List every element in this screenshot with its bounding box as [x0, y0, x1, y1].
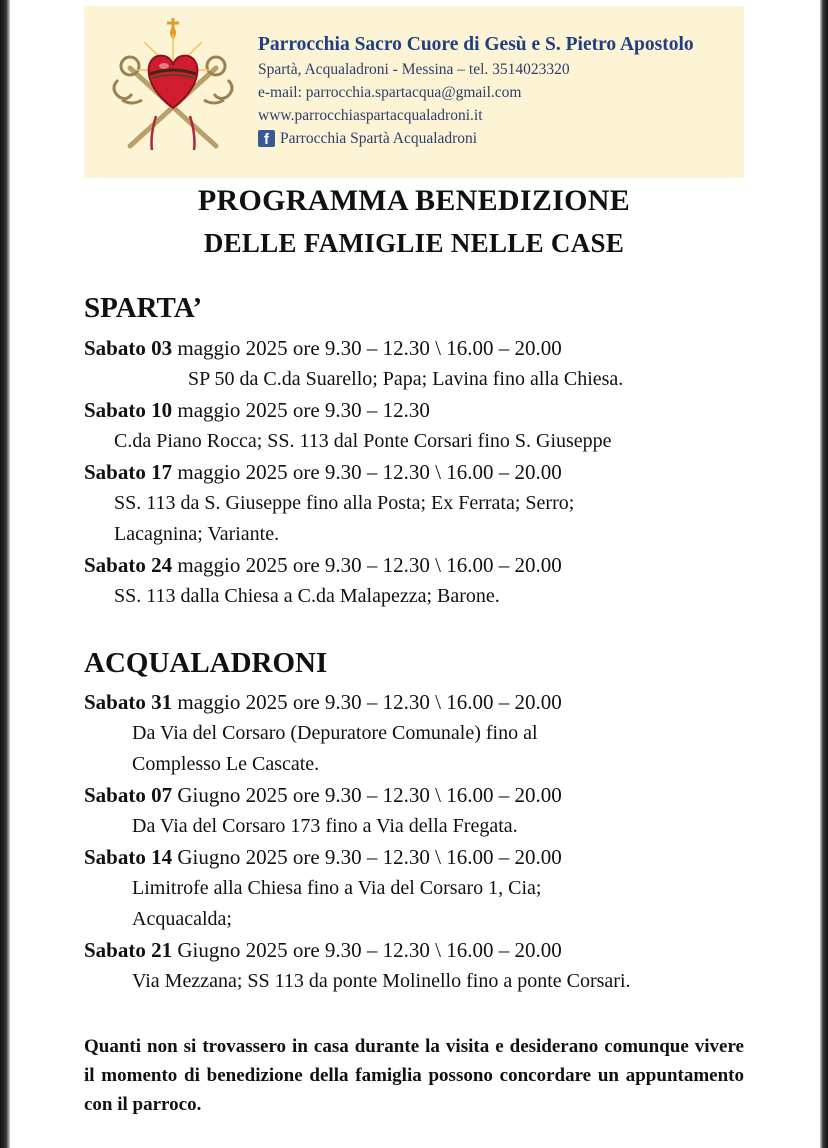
section-title-acqualadroni: ACQUALADRONI: [84, 647, 328, 679]
entry-day: Sabato 10: [84, 398, 173, 422]
parish-website: www.parrocchiaspartacqualadroni.it: [258, 107, 483, 124]
left-frame-edge: [0, 0, 10, 1148]
parish-facebook: Parrocchia Spartà Acqualadroni: [280, 130, 478, 147]
entry-time: Giugno 2025 ore 9.30 – 12.30 \ 16.00 – 20.00: [172, 783, 562, 807]
entry-area: Lacagnina; Variante.: [114, 523, 280, 545]
right-frame-edge: [820, 0, 828, 1148]
entry-time: maggio 2025 ore 9.30 – 12.30 \ 16.00 – 20.00: [172, 553, 562, 577]
schedule-entry-date: [84, 687, 804, 718]
entry-area: SS. 113 dalla Chiesa a C.da Malapezza; Barone.: [114, 585, 500, 607]
schedule-entry-date: [84, 333, 804, 364]
entry-day: Sabato 17: [84, 460, 173, 484]
entry-area: Limitrofe alla Chiesa fino a Via del Corsaro 1, Cia;: [132, 877, 542, 899]
entry-area: Da Via del Corsaro (Depuratore Comunale) fino al: [132, 722, 538, 744]
entry-area: Complesso Le Cascate.: [132, 753, 320, 775]
schedule-entry-date: [84, 935, 804, 966]
entry-area: SS. 113 da S. Giuseppe fino alla Posta; Ex Ferrata; Serro;: [114, 492, 575, 514]
entry-area: SP 50 da C.da Suarello; Papa; Lavina fino alla Chiesa.: [188, 368, 624, 390]
sacred-heart-papal-keys-emblem: [108, 16, 238, 156]
entry-day: Sabato 31: [84, 690, 173, 714]
entry-day: Sabato 24: [84, 553, 173, 577]
parish-contact-block: [258, 32, 694, 150]
schedule-entry-date: [84, 457, 804, 488]
schedule-entry-date: [84, 550, 804, 581]
entry-area: Acquacalda;: [132, 908, 232, 930]
entry-day: Sabato 07: [84, 783, 173, 807]
schedule-entry-date: [84, 842, 804, 873]
entry-day: Sabato 03: [84, 336, 173, 360]
parish-email: e-mail: parrocchia.spartacqua@gmail.com: [258, 84, 522, 101]
schedule-entry-date: [84, 780, 804, 811]
entry-day: Sabato 14: [84, 845, 173, 869]
entry-day: Sabato 21: [84, 938, 173, 962]
entry-time: maggio 2025 ore 9.30 – 12.30 \ 16.00 – 20.00: [172, 460, 562, 484]
entry-time: Giugno 2025 ore 9.30 – 12.30 \ 16.00 – 20.00: [172, 845, 562, 869]
sparta-schedule: [84, 333, 804, 612]
entry-area: Da Via del Corsaro 173 fino a Via della Fregata.: [132, 815, 518, 837]
parish-name: Parrocchia Sacro Cuore di Gesù e S. Pietro Apostolo: [258, 34, 694, 55]
appointment-note: Quanti non si trovassero in casa durante la visita e desiderano comunque vivere il momento di benedizione della famiglia possono concordare un appuntamento con il parroco.: [84, 1036, 744, 1115]
entry-time: Giugno 2025 ore 9.30 – 12.30 \ 16.00 – 20.00: [172, 938, 562, 962]
schedule-entry-date: [84, 395, 804, 426]
acqualadroni-schedule: [84, 687, 804, 997]
entry-time: maggio 2025 ore 9.30 – 12.30: [172, 398, 430, 422]
entry-area: Via Mezzana; SS 113 da ponte Molinello fino a ponte Corsari.: [132, 970, 631, 992]
parish-address: Spartà, Acqualadroni - Messina – tel. 3514023320: [258, 61, 570, 78]
parish-header: [84, 6, 744, 178]
entry-time: maggio 2025 ore 9.30 – 12.30 \ 16.00 – 20.00: [172, 336, 562, 360]
section-title-sparta: SPARTA’: [84, 292, 203, 324]
parish-facebook-row: [258, 127, 694, 150]
entry-area: C.da Piano Rocca; SS. 113 dal Ponte Corsari fino S. Giuseppe: [114, 430, 612, 452]
program-title-line2: DELLE FAMIGLIE NELLE CASE: [203, 228, 625, 258]
program-title-line1: PROGRAMMA BENEDIZIONE: [197, 184, 631, 217]
entry-time: maggio 2025 ore 9.30 – 12.30 \ 16.00 – 20.00: [172, 690, 562, 714]
facebook-icon: f: [258, 130, 275, 147]
